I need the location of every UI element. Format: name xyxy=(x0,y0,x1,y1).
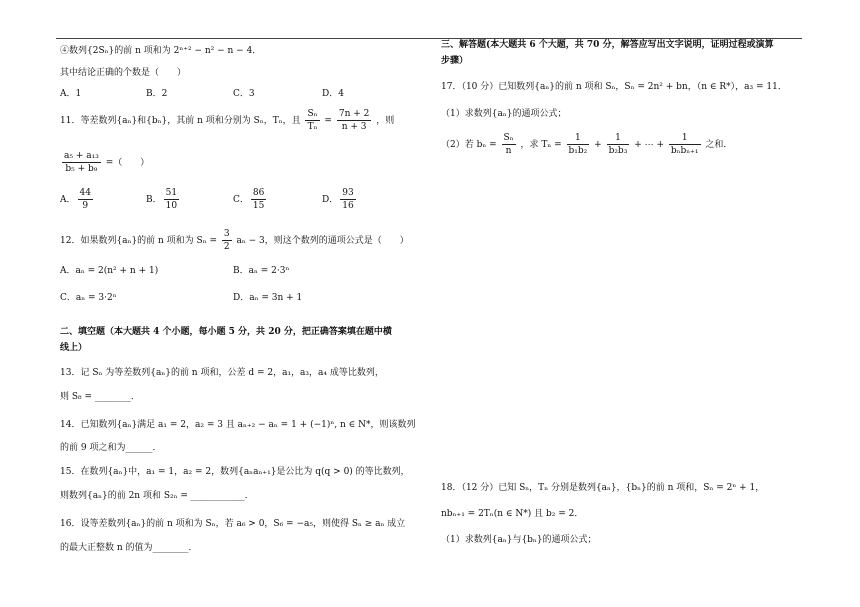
q13-line1: 13．记 Sₙ 为等差数列{aₙ}的前 n 项和，公差 d = 2，a₁，a₃，a₄ 成等比数列， xyxy=(60,368,384,378)
q16-line2: 的最大正整数 n 的值为________． xyxy=(60,543,198,553)
q15-line1: 15．在数列{aₙ}中，a₁ = 1，a₂ = 2，数列{aₙaₙ₊₁}是公比为 q(q > 0) 的等比数列， xyxy=(60,467,410,477)
q17-part2: （2）若 bₙ = $\frac{\text{Sₙ}}{n}$ ，求 Tₙ = $\frac{1}{\text{b₁b₂}}$ + $\frac{1}{\text{b₂b₃}}$ + ⋯ + $\frac{1}{\text{bₙbₙ₊₁}}$ 之和． xyxy=(441,133,733,156)
q16-line1: 16．设等差数列{aₙ}的前 n 项和为 Sₙ，若 a₆ > 0，S₆ = −a₅，则使得 Sₙ ≥ aₙ 成立 xyxy=(60,519,406,529)
q11-ratio-fraction: $\frac{\text{Sₙ}}{\text{Tₙ}}$ xyxy=(307,109,318,132)
section3-heading-line2: 步骤） xyxy=(441,56,469,66)
q11-expression: $\frac{\text{a₅ + a₁₃}}{\text{b₅ + b₉}}$ =（ ） xyxy=(64,151,150,174)
section2-heading-line2: 线上） xyxy=(60,343,88,353)
q12-option-c: C．aₙ = 3·2ⁿ xyxy=(60,293,117,303)
q12-stem: 12．如果数列{aₙ}的前 n 项和为 Sₙ = $\frac{3}{2}$ aₙ − 3，则这个数列的通项公式是（ ） xyxy=(60,229,409,252)
q17-part1: （1）求数列{aₙ}的通项公式； xyxy=(441,109,567,119)
q14-line2: 的前 9 项之和为______． xyxy=(60,443,162,453)
q15-line2: 则数列{aₙ}的前 2n 项和 S₂ₙ = ____________． xyxy=(60,491,254,501)
q17-stem: 17．（10 分）已知数列{aₙ}的前 n 项和 Sₙ，Sₙ = 2n² + bn，（n ∈ R*），a₃ = 11． xyxy=(441,82,787,92)
q10-prompt: 其中结论正确的个数是（ ） xyxy=(60,68,187,78)
q10-option-b: B．2 xyxy=(146,89,168,99)
q12-option-b: B．aₙ = 2·3ⁿ xyxy=(233,266,290,276)
q10-option-c: C．3 xyxy=(233,89,255,99)
q10-option-d: D．4 xyxy=(322,89,344,99)
q14-line1: 14．已知数列{aₙ}满足 a₁ = 2，a₂ = 3 且 aₙ₊₂ − aₙ = 1 + (−1)ⁿ, n ∈ N*，则该数列 xyxy=(60,420,416,430)
q11-value-fraction: $\frac{7n + 2}{n + 3}$ xyxy=(338,109,370,132)
q11-option-d: D． $\frac{93}{16}$ xyxy=(322,188,354,211)
q10-item4: ④数列{2Sₙ}的前 n 项和为 2ⁿ⁺² − n² − n − 4． xyxy=(60,46,262,56)
q12-option-a: A．aₙ = 2(n² + n + 1) xyxy=(60,266,159,276)
q18-line2: nbₙ₊₁ = 2Tₙ(n ∈ N*) 且 b₂ = 2． xyxy=(441,509,584,519)
q11-option-c: C． $\frac{86}{15}$ xyxy=(233,188,265,211)
q18-line1: 18．（12 分）已知 Sₙ，Tₙ 分别是数列{aₙ}，{bₙ}的前 n 项和，Sₙ = 2ⁿ + 1， xyxy=(441,483,765,493)
section3-heading-line1: 三、解答题(本大题共 6 个大题，共 70 分，解答应写出文字说明，证明过程或演算 xyxy=(441,40,774,50)
q11-option-a: A． $\frac{44}{9}$ xyxy=(60,188,91,211)
q13-line2: 则 S₈ = ________． xyxy=(60,392,140,402)
q11-stem: 11．等差数列{aₙ}和{bₙ}，其前 n 项和分别为 Sₙ，Tₙ，且 $\frac{\text{Sₙ}}{\text{Tₙ}}$ = $\frac{7n + 2}{n + 3}$ ，则 xyxy=(60,109,395,132)
q18-part1: （1）求数列{aₙ}与{bₙ}的通项公式； xyxy=(441,535,597,545)
q12-option-d: D．aₙ = 3n + 1 xyxy=(233,293,303,303)
q11-target-fraction: $\frac{\text{a₅ + a₁₃}}{\text{b₅ + b₉}}$ xyxy=(64,151,99,174)
section2-heading-line1: 二、填空题（本大题共 4 个小题，每小题 5 分，共 20 分，把正确答案填在题中横 xyxy=(60,327,392,337)
q11-option-b: B． $\frac{51}{10}$ xyxy=(146,188,178,211)
q10-option-a: A．1 xyxy=(60,89,82,99)
